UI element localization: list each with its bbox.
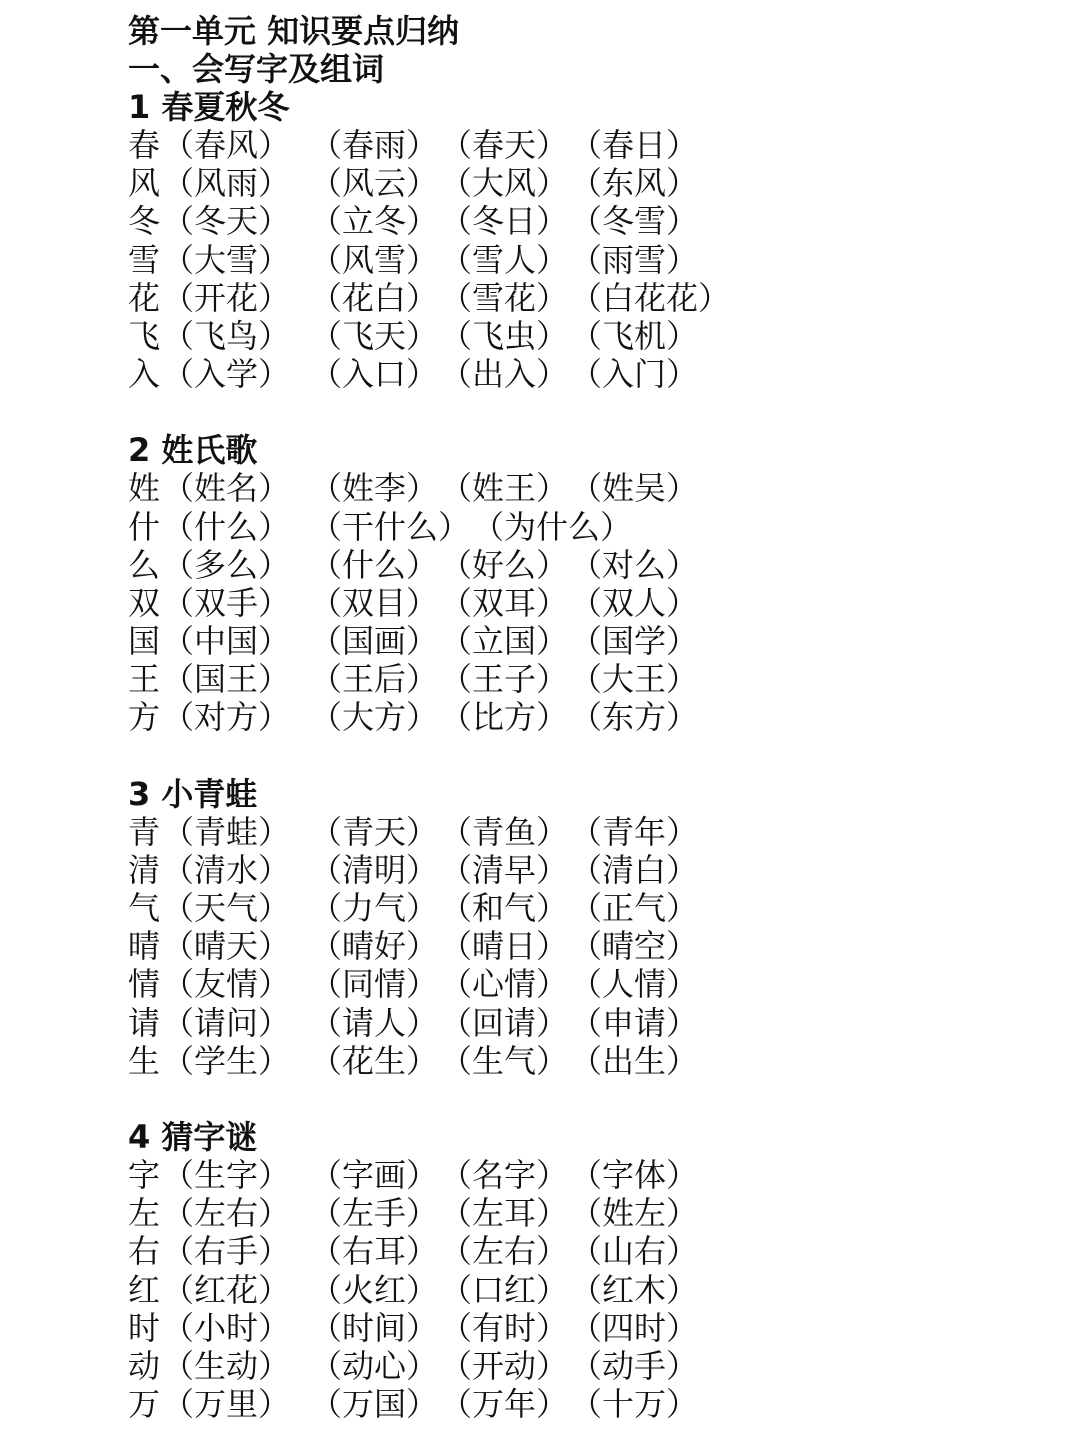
target-char: 冬	[128, 202, 161, 241]
target-char: 字	[128, 1155, 161, 1194]
word: （红花）	[162, 1270, 291, 1309]
word-row	[128, 164, 1048, 202]
word-row	[128, 355, 1048, 393]
word: （青年）	[570, 812, 699, 851]
word: （风雨）	[162, 164, 291, 203]
word: （时间）	[310, 1308, 439, 1347]
word: （四时）	[570, 1308, 699, 1347]
lesson-heading: 3 小青蛙	[128, 774, 258, 813]
word: （双目）	[310, 583, 439, 622]
target-char: 么	[128, 545, 161, 584]
target-char: 方	[128, 698, 161, 737]
word: （右耳）	[310, 1232, 439, 1271]
word: （火红）	[310, 1270, 439, 1309]
target-char: 右	[128, 1232, 161, 1271]
word: （大方）	[310, 698, 439, 737]
word-row	[128, 1042, 1048, 1080]
word-row	[128, 927, 1048, 965]
word: （风云）	[310, 164, 439, 203]
word: （大风）	[440, 164, 569, 203]
word: （飞虫）	[440, 316, 569, 355]
word: （开花）	[162, 278, 291, 317]
target-char: 国	[128, 622, 161, 661]
target-char: 清	[128, 850, 161, 889]
word: （立冬）	[310, 202, 439, 241]
word: （王后）	[310, 660, 439, 699]
word: （入口）	[310, 355, 439, 394]
word: （力气）	[310, 889, 439, 927]
word: （干什么）	[310, 507, 471, 546]
word-row	[128, 851, 1048, 889]
word: （左右）	[440, 1232, 569, 1271]
word-row	[128, 126, 1048, 164]
word: （冬日）	[440, 202, 569, 241]
target-char: 雪	[128, 240, 161, 279]
word: （名字）	[440, 1155, 569, 1194]
word-row	[128, 584, 1048, 622]
word: （风雪）	[310, 240, 439, 279]
target-char: 动	[128, 1346, 161, 1385]
word: （万国）	[310, 1385, 439, 1424]
word: （雪花）	[440, 278, 569, 317]
spacer	[128, 393, 1048, 431]
word-row	[128, 469, 1048, 507]
lesson-section	[128, 1118, 1048, 1423]
word: （国学）	[570, 622, 699, 661]
word: （立国）	[440, 622, 569, 661]
target-char: 气	[128, 889, 161, 927]
word: （晴天）	[162, 927, 291, 966]
target-char: 红	[128, 1270, 161, 1309]
page-title: 第一单元 知识要点归纳	[128, 12, 460, 50]
word-row	[128, 1347, 1048, 1385]
word: （春雨）	[310, 126, 439, 164]
word: （飞天）	[310, 316, 439, 355]
target-char: 晴	[128, 927, 161, 966]
word: （人情）	[570, 965, 699, 1004]
target-char: 春	[128, 126, 161, 164]
word: （雪人）	[440, 240, 569, 279]
word: （有时）	[440, 1308, 569, 1347]
word: （字体）	[570, 1155, 699, 1194]
target-char: 王	[128, 660, 161, 699]
word: （万里）	[162, 1385, 291, 1424]
word: （清早）	[440, 850, 569, 889]
word: （雨雪）	[570, 240, 699, 279]
document-body	[128, 12, 1048, 1423]
word: （姓左）	[570, 1194, 699, 1233]
word-row	[128, 508, 1048, 546]
target-char: 左	[128, 1194, 161, 1233]
word-row	[128, 1271, 1048, 1309]
word-row	[128, 317, 1048, 355]
word: （对么）	[570, 545, 699, 584]
word-row	[128, 1194, 1048, 1232]
word: （冬雪）	[570, 202, 699, 241]
target-char: 时	[128, 1308, 161, 1347]
word: （花生）	[310, 1041, 439, 1080]
word: （双人）	[570, 583, 699, 622]
word: （字画）	[310, 1155, 439, 1194]
word: （动心）	[310, 1346, 439, 1385]
target-char: 花	[128, 278, 161, 317]
word: （什么）	[162, 507, 291, 546]
word: （对方）	[162, 698, 291, 737]
lesson-section	[128, 431, 1048, 736]
word: （双耳）	[440, 583, 569, 622]
word: （友情）	[162, 965, 291, 1004]
word: （春风）	[162, 126, 291, 164]
word: （晴好）	[310, 927, 439, 966]
word: （入学）	[162, 355, 291, 394]
word: （飞机）	[570, 316, 699, 355]
word: （国王）	[162, 660, 291, 699]
word: （中国）	[162, 622, 291, 661]
word: （姓王）	[440, 469, 569, 508]
word: （申请）	[570, 1003, 699, 1042]
word: （右手）	[162, 1232, 291, 1271]
word-row	[128, 660, 1048, 698]
word: （晴日）	[440, 927, 569, 966]
word: （回请）	[440, 1003, 569, 1042]
target-char: 姓	[128, 469, 161, 508]
target-char: 万	[128, 1385, 161, 1424]
word: （左手）	[310, 1194, 439, 1233]
word: （青天）	[310, 812, 439, 851]
word: （春日）	[570, 126, 699, 164]
word: （大雪）	[162, 240, 291, 279]
word-row	[128, 1004, 1048, 1042]
word: （姓李）	[310, 469, 439, 508]
target-char: 双	[128, 583, 161, 622]
word: （口红）	[440, 1270, 569, 1309]
target-char: 风	[128, 164, 161, 203]
word: （晴空）	[570, 927, 699, 966]
word: （好么）	[440, 545, 569, 584]
lesson-section	[128, 775, 1048, 1080]
word: （山右）	[570, 1232, 699, 1271]
word-row	[128, 1156, 1048, 1194]
target-char: 飞	[128, 316, 161, 355]
lesson-heading: 2 姓氏歌	[128, 431, 258, 470]
word: （和气）	[440, 889, 569, 927]
word: （清白）	[570, 850, 699, 889]
word: （生气）	[440, 1041, 569, 1080]
word: （姓名）	[162, 469, 291, 508]
word-row	[128, 1232, 1048, 1270]
target-char: 入	[128, 355, 161, 394]
word-row	[128, 813, 1048, 851]
word: （万年）	[440, 1385, 569, 1424]
word: （十万）	[570, 1385, 699, 1424]
word: （心情）	[440, 965, 569, 1004]
word: （正气）	[570, 889, 699, 927]
word: （姓吴）	[570, 469, 699, 508]
word: （春天）	[440, 126, 569, 164]
word: （白花花）	[570, 278, 731, 317]
section-title: 一、会写字及组词	[128, 50, 385, 88]
word-row	[128, 1385, 1048, 1423]
word: （青鱼）	[440, 812, 569, 851]
word-row	[128, 698, 1048, 736]
word: （花白）	[310, 278, 439, 317]
word: （青蛙）	[162, 812, 291, 851]
word-row	[128, 241, 1048, 279]
word: （国画）	[310, 622, 439, 661]
target-char: 青	[128, 812, 161, 851]
word: （生字）	[162, 1155, 291, 1194]
target-char: 生	[128, 1041, 161, 1080]
word-row	[128, 622, 1048, 660]
word: （清水）	[162, 850, 291, 889]
word: （出生）	[570, 1041, 699, 1080]
word: （为什么）	[472, 507, 633, 546]
word: （王子）	[440, 660, 569, 699]
word: （请问）	[162, 1003, 291, 1042]
lesson-section	[128, 88, 1048, 393]
word: （生动）	[162, 1346, 291, 1385]
word: （出入）	[440, 355, 569, 394]
lesson-heading: 1 春夏秋冬	[128, 88, 290, 126]
word: （天气）	[162, 889, 291, 927]
word: （同情）	[310, 965, 439, 1004]
word: （比方）	[440, 698, 569, 737]
target-char: 请	[128, 1003, 161, 1042]
word-row	[128, 279, 1048, 317]
word: （大王）	[570, 660, 699, 699]
word: （开动）	[440, 1346, 569, 1385]
spacer	[128, 737, 1048, 775]
word: （左右）	[162, 1194, 291, 1233]
word: （请人）	[310, 1003, 439, 1042]
word-row	[128, 1309, 1048, 1347]
word: （冬天）	[162, 202, 291, 241]
target-char: 情	[128, 965, 161, 1004]
word: （多么）	[162, 545, 291, 584]
word-row	[128, 889, 1048, 927]
word: （入门）	[570, 355, 699, 394]
word-row	[128, 965, 1048, 1003]
lesson-heading: 4 猜字谜	[128, 1117, 258, 1156]
word: （飞鸟）	[162, 316, 291, 355]
word: （左耳）	[440, 1194, 569, 1233]
word: （东方）	[570, 698, 699, 737]
spacer	[128, 1080, 1048, 1118]
word: （小时）	[162, 1308, 291, 1347]
word: （东风）	[570, 164, 699, 203]
word-row	[128, 546, 1048, 584]
word: （学生）	[162, 1041, 291, 1080]
word: （双手）	[162, 583, 291, 622]
word-row	[128, 202, 1048, 240]
word: （清明）	[310, 850, 439, 889]
word: （什么）	[310, 545, 439, 584]
target-char: 什	[128, 507, 161, 546]
word: （动手）	[570, 1346, 699, 1385]
word: （红木）	[570, 1270, 699, 1309]
